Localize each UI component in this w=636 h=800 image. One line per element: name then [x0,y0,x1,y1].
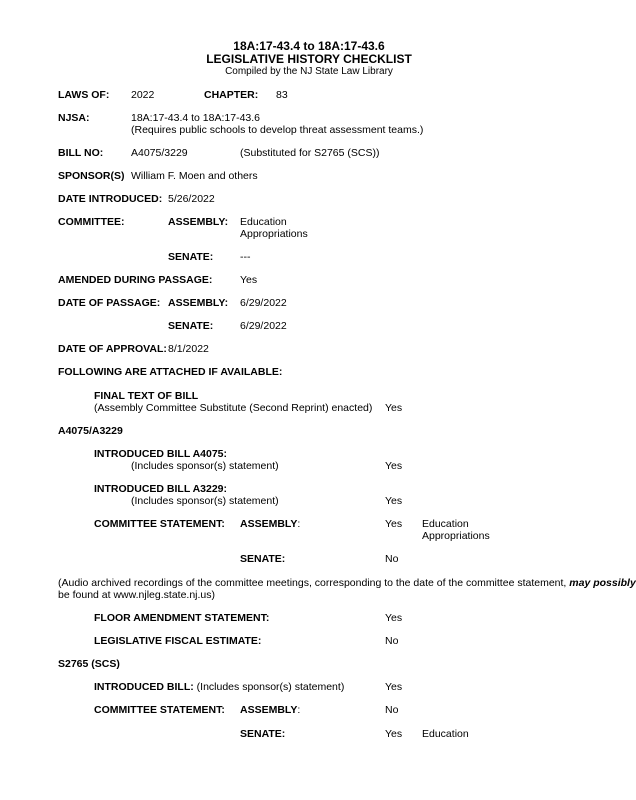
section-s-senate-label: SENATE: [240,728,286,740]
section-s-intro-row: INTRODUCED BILL: (Includes sponsor(s) statement) [94,681,345,693]
committee-assembly-label: ASSEMBLY: [168,216,229,228]
section-a-assembly-label: ASSEMBLY: [240,518,301,530]
attached-heading: FOLLOWING ARE ATTACHED IF AVAILABLE: [58,366,283,378]
audio-note-line2: be found at www.njleg.state.nj.us) [58,589,216,601]
passage-senate-label: SENATE: [168,320,214,332]
committee-senate-label: SENATE: [168,251,214,263]
document-subtitle: Compiled by the NJ State Law Library [225,66,393,77]
section-a-assembly-committee-1: Education [422,518,469,530]
section-a-senate-label: SENATE: [240,553,286,565]
date-introduced-value: 5/26/2022 [168,193,215,205]
sponsor-label: SPONSOR(S) [58,170,125,182]
audio-note-emphasis: may possibly [569,577,636,589]
intro-a4075-value: Yes [385,460,403,472]
committee-assembly-value-1: Education [240,216,287,228]
final-text-value: Yes [385,402,403,414]
section-s-assembly-label: ASSEMBLY: [240,704,301,716]
sponsor-value: William F. Moen and others [131,170,258,182]
section-a-assembly-value: Yes [385,518,403,530]
bill-no-note: (Substituted for S2765 (SCS)) [240,147,380,159]
amended-value: Yes [240,274,258,286]
bill-no-value: A4075/3229 [131,147,188,159]
intro-a3229-label: INTRODUCED BILL A3229: [94,483,228,495]
date-of-approval-label: DATE OF APPROVAL: [58,343,167,355]
passage-senate-value: 6/29/2022 [240,320,287,332]
document-title-line1: 18A:17-43.4 to 18A:17-43.6 [233,39,385,53]
section-s-senate-committee: Education [422,728,469,740]
njsa-note: (Requires public schools to develop threat assessment teams.) [131,124,424,136]
njsa-label: NJSA: [58,112,90,124]
floor-amendment-label: FLOOR AMENDMENT STATEMENT: [94,612,270,624]
passage-assembly-label: ASSEMBLY: [168,297,229,309]
passage-assembly-value: 6/29/2022 [240,297,287,309]
audio-note-line1: (Audio archived recordings of the committee meetings, corresponding to the date of the committee statement, may possibly [58,577,636,589]
final-text-label: FINAL TEXT OF BILL [94,390,199,402]
chapter-value: 83 [276,89,288,101]
floor-amendment-value: Yes [385,612,403,624]
section-s-committee-statement-label: COMMITTEE STATEMENT: [94,704,225,716]
date-of-approval-value: 8/1/2022 [168,343,209,355]
section-a-senate-value: No [385,553,399,565]
laws-of-value: 2022 [131,89,155,101]
intro-a3229-value: Yes [385,495,403,507]
section-a-assembly-committee-2: Appropriations [422,530,490,542]
committee-label: COMMITTEE: [58,216,125,228]
intro-a4075-label: INTRODUCED BILL A4075: [94,448,228,460]
date-introduced-label: DATE INTRODUCED: [58,193,163,205]
section-a-committee-statement-label: COMMITTEE STATEMENT: [94,518,225,530]
laws-of-label: LAWS OF: [58,89,110,101]
intro-a4075-note: (Includes sponsor(s) statement) [131,460,279,472]
section-a-heading: A4075/A3229 [58,425,123,437]
section-s-senate-value: Yes [385,728,403,740]
section-s-heading: S2765 (SCS) [58,658,120,670]
fiscal-estimate-value: No [385,635,399,647]
intro-a3229-note: (Includes sponsor(s) statement) [131,495,279,507]
amended-label: AMENDED DURING PASSAGE: [58,274,213,286]
bill-no-label: BILL NO: [58,147,104,159]
committee-assembly-value-2: Appropriations [240,228,308,240]
date-of-passage-label: DATE OF PASSAGE: [58,297,161,309]
section-s-assembly-value: No [385,704,399,716]
committee-senate-value: --- [240,251,251,263]
document-title-line2: LEGISLATIVE HISTORY CHECKLIST [206,52,412,66]
njsa-value: 18A:17-43.4 to 18A:17-43.6 [131,112,261,124]
section-s-intro-value: Yes [385,681,403,693]
final-text-note: (Assembly Committee Substitute (Second Reprint) enacted) [94,402,373,414]
fiscal-estimate-label: LEGISLATIVE FISCAL ESTIMATE: [94,635,262,647]
chapter-label: CHAPTER: [204,89,259,101]
